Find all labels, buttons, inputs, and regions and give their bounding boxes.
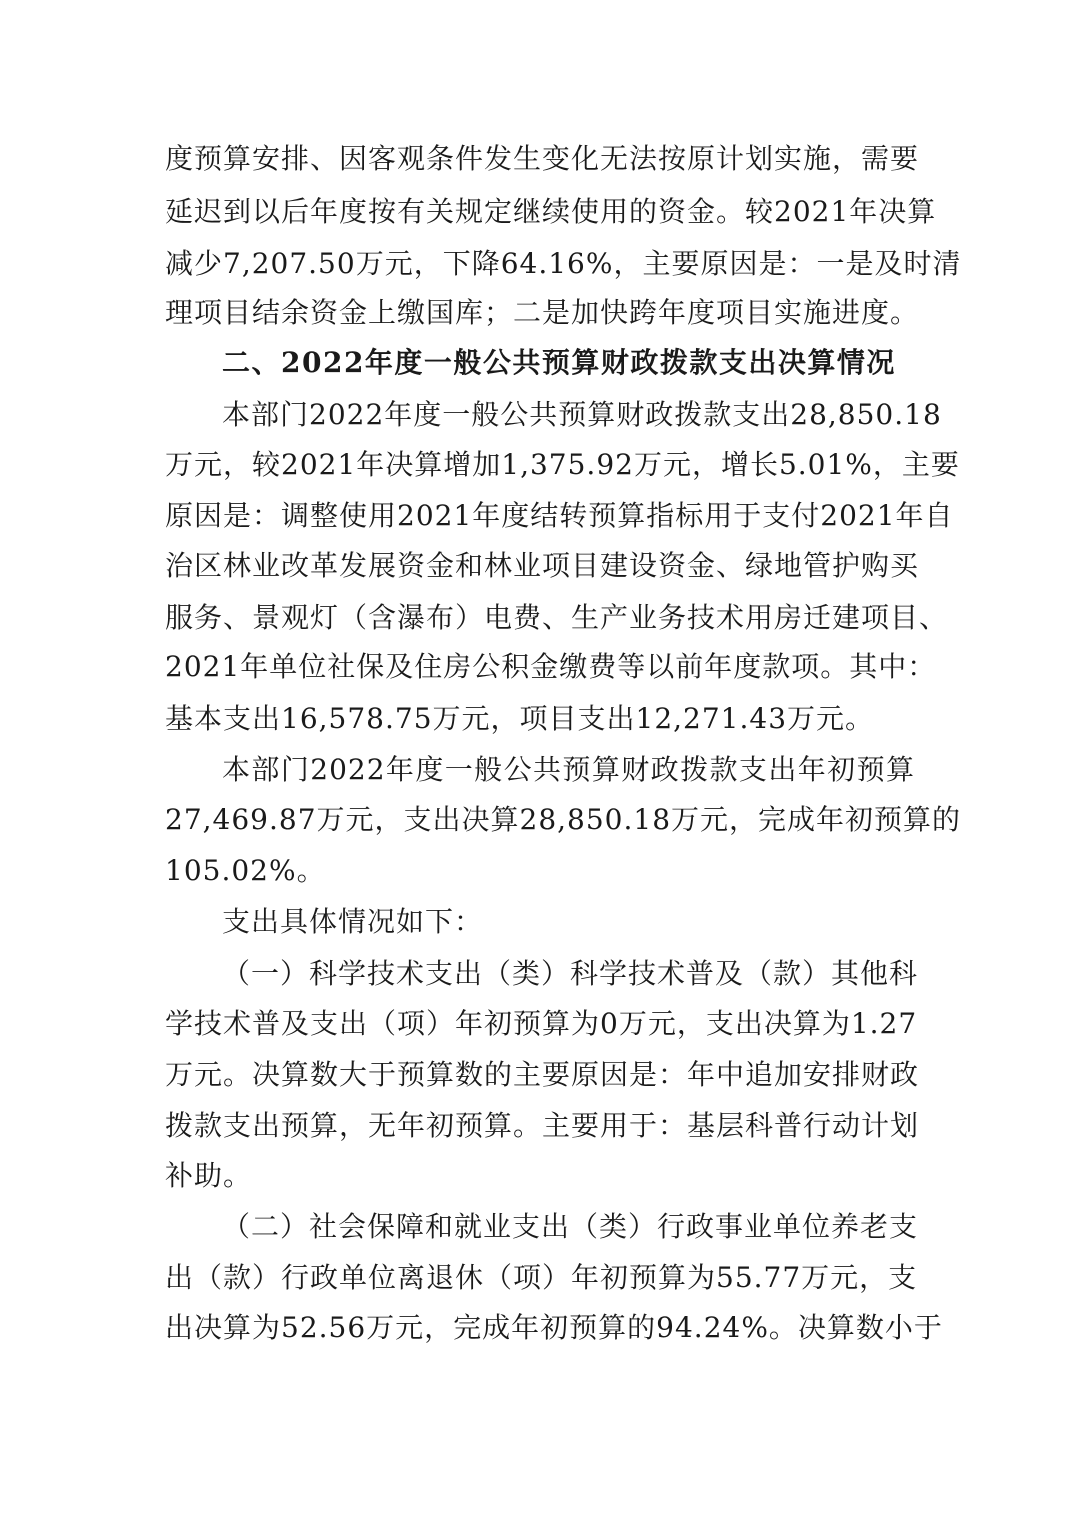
paragraph-line: 拨款支出预算，无年初预算。主要用于：基层科普行动计划 bbox=[165, 1109, 920, 1142]
paragraph-line: 度预算安排、因客观条件发生变化无法按原计划实施，需要 bbox=[165, 142, 920, 175]
paragraph-line: 出决算为52.56万元，完成年初预算的94.24%。决算数小于 bbox=[165, 1311, 943, 1344]
paragraph-line: 出（款）行政单位离退休（项）年初预算为55.77万元，支 bbox=[165, 1261, 918, 1294]
paragraph-line: 补助。 bbox=[165, 1159, 253, 1192]
paragraph-line: （一）科学技术支出（类）科学技术普及（款）其他科 bbox=[222, 957, 919, 990]
paragraph-line: 2021年单位社保及住房公积金缴费等以前年度款项。其中： bbox=[165, 650, 937, 683]
paragraph-line: 万元。决算数大于预算数的主要原因是：年中追加安排财政 bbox=[165, 1058, 920, 1091]
paragraph-line: 105.02%。 bbox=[165, 854, 326, 887]
paragraph-line: 原因是：调整使用2021年度结转预算指标用于支付2021年自 bbox=[165, 499, 954, 532]
paragraph-line: 服务、景观灯（含瀑布）电费、生产业务技术用房迁建项目、 bbox=[165, 601, 949, 634]
section-heading: 二、2022年度一般公共预算财政拨款支出决算情况 bbox=[222, 346, 896, 379]
paragraph-line: 延迟到以后年度按有关规定继续使用的资金。较2021年决算 bbox=[165, 195, 937, 228]
paragraph-line: 治区林业改革发展资金和林业项目建设资金、绿地管护购买 bbox=[165, 549, 920, 582]
paragraph-line: 万元，较2021年决算增加1,375.92万元，增长5.01%，主要 bbox=[165, 448, 960, 481]
paragraph-line: 27,469.87万元，支出决算28,850.18万元，完成年初预算的 bbox=[165, 803, 962, 836]
paragraph-line: 学技术普及支出（项）年初预算为0万元，支出决算为1.27 bbox=[165, 1007, 918, 1040]
paragraph-line: （二）社会保障和就业支出（类）行政事业单位养老支 bbox=[222, 1210, 919, 1243]
paragraph-line: 支出具体情况如下： bbox=[222, 905, 484, 938]
paragraph-line: 理项目结余资金上缴国库；二是加快跨年度项目实施进度。 bbox=[165, 296, 920, 329]
paragraph-line: 本部门2022年度一般公共预算财政拨款支出年初预算 bbox=[222, 753, 915, 786]
paragraph-line: 基本支出16,578.75万元，项目支出12,271.43万元。 bbox=[165, 702, 875, 735]
paragraph-line: 本部门2022年度一般公共预算财政拨款支出28,850.18 bbox=[222, 398, 942, 431]
paragraph-line: 减少7,207.50万元，下降64.16%，主要原因是：一是及时清 bbox=[165, 247, 962, 280]
